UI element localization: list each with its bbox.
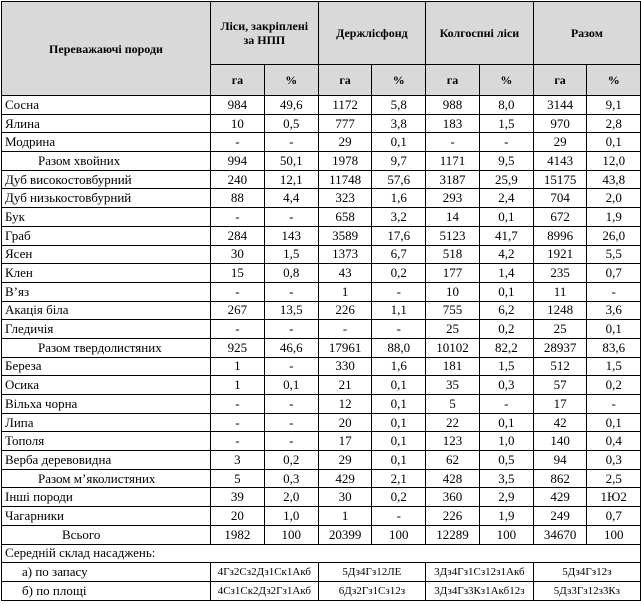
percent-cell: 0,7: [587, 264, 641, 283]
percent-cell: 2,1: [372, 469, 426, 488]
area-ha-cell: 14: [426, 208, 480, 227]
area-ha-cell: 57: [533, 376, 587, 395]
table-row: [2, 152, 641, 171]
percent-cell: 43,8: [587, 170, 641, 189]
percent-cell: 13,5: [264, 301, 318, 320]
species-name: Модрина: [2, 133, 211, 152]
percent-cell: -: [587, 282, 641, 301]
area-ha-cell: 1373: [318, 245, 372, 264]
area-ha-cell: 925: [210, 338, 264, 357]
percent-cell: 0,7: [587, 507, 641, 526]
area-ha-cell: 34670: [533, 525, 587, 544]
percent-cell: 100: [372, 525, 426, 544]
header-unit-pct: %: [372, 65, 426, 96]
area-ha-cell: 777: [318, 114, 372, 133]
percent-cell: -: [479, 133, 533, 152]
area-ha-cell: 1982: [210, 525, 264, 544]
area-ha-cell: -: [426, 133, 480, 152]
table-body: [2, 96, 641, 545]
area-ha-cell: 429: [533, 488, 587, 507]
percent-cell: 0,2: [372, 264, 426, 283]
table-row: [2, 301, 641, 320]
header-total: Разом: [533, 2, 640, 65]
area-ha-cell: 17: [318, 432, 372, 451]
percent-cell: 1,9: [587, 208, 641, 227]
area-ha-cell: 360: [426, 488, 480, 507]
area-ha-cell: 62: [426, 451, 480, 470]
area-ha-cell: 249: [533, 507, 587, 526]
area-ha-cell: 267: [210, 301, 264, 320]
area-ha-cell: 39: [210, 488, 264, 507]
percent-cell: 100: [479, 525, 533, 544]
area-ha-cell: 1: [318, 282, 372, 301]
percent-cell: 1,5: [264, 245, 318, 264]
percent-cell: 1Ю2: [587, 488, 641, 507]
percent-cell: 2,9: [479, 488, 533, 507]
percent-cell: 2,4: [479, 189, 533, 208]
percent-cell: 0,3: [587, 451, 641, 470]
percent-cell: 1,1: [372, 301, 426, 320]
area-ha-cell: 11: [533, 282, 587, 301]
percent-cell: 0,1: [587, 413, 641, 432]
area-ha-cell: 8996: [533, 226, 587, 245]
header-collective-farm-forests: Колгоспні ліси: [426, 2, 534, 65]
area-ha-cell: 123: [426, 432, 480, 451]
percent-cell: 9,5: [479, 152, 533, 171]
area-ha-cell: 658: [318, 208, 372, 227]
table-row: [2, 507, 641, 526]
percent-cell: -: [479, 395, 533, 414]
percent-cell: -: [264, 208, 318, 227]
percent-cell: -: [264, 282, 318, 301]
header-unit-ha: га: [210, 65, 264, 96]
area-ha-cell: 15: [210, 264, 264, 283]
percent-cell: 0,1: [479, 413, 533, 432]
area-ha-cell: -: [210, 395, 264, 414]
percent-cell: 0,5: [264, 114, 318, 133]
area-ha-cell: 1172: [318, 96, 372, 115]
percent-cell: 6,7: [372, 245, 426, 264]
area-ha-cell: 30: [210, 245, 264, 264]
species-name: Граб: [2, 226, 211, 245]
percent-cell: 25,9: [479, 170, 533, 189]
percent-cell: 2,0: [264, 488, 318, 507]
percent-cell: 0,1: [587, 133, 641, 152]
area-ha-cell: 43: [318, 264, 372, 283]
percent-cell: 3,2: [372, 208, 426, 227]
percent-cell: 82,2: [479, 338, 533, 357]
composition-formula: 5Дз4Гз12ЛЕ: [318, 563, 425, 582]
subtotal-label: Разом м’яколистяних: [2, 469, 211, 488]
composition-section: [2, 544, 641, 600]
area-ha-cell: 240: [210, 170, 264, 189]
percent-cell: 6,2: [479, 301, 533, 320]
percent-cell: 88,0: [372, 338, 426, 357]
species-name: Дуб високостовбурний: [2, 170, 211, 189]
table-row: [2, 96, 641, 115]
area-ha-cell: 20: [318, 413, 372, 432]
table-row: [2, 451, 641, 470]
area-ha-cell: 988: [426, 96, 480, 115]
table-row: [2, 469, 641, 488]
species-name: Осика: [2, 376, 211, 395]
area-ha-cell: 11748: [318, 170, 372, 189]
header-npp-forests: Ліси, закріплені за НПП: [210, 2, 318, 65]
percent-cell: 0,8: [264, 264, 318, 283]
table-row: [2, 264, 641, 283]
area-ha-cell: 3: [210, 451, 264, 470]
composition-title-row: [2, 544, 641, 563]
area-ha-cell: 181: [426, 357, 480, 376]
percent-cell: 4,4: [264, 189, 318, 208]
area-ha-cell: 1: [210, 376, 264, 395]
species-name: Ясен: [2, 245, 211, 264]
table-row: [2, 208, 641, 227]
percent-cell: 143: [264, 226, 318, 245]
percent-cell: 3,5: [479, 469, 533, 488]
header-unit-pct: %: [264, 65, 318, 96]
area-ha-cell: 293: [426, 189, 480, 208]
area-ha-cell: 3187: [426, 170, 480, 189]
area-ha-cell: 428: [426, 469, 480, 488]
percent-cell: 0,1: [372, 376, 426, 395]
percent-cell: -: [372, 320, 426, 339]
area-ha-cell: 284: [210, 226, 264, 245]
header-unit-ha: га: [533, 65, 587, 96]
percent-cell: 83,6: [587, 338, 641, 357]
area-ha-cell: 10: [210, 114, 264, 133]
composition-row-by-area: [2, 581, 641, 600]
area-ha-cell: -: [210, 432, 264, 451]
area-ha-cell: 20399: [318, 525, 372, 544]
percent-cell: -: [264, 395, 318, 414]
area-ha-cell: 3589: [318, 226, 372, 245]
area-ha-cell: 12289: [426, 525, 480, 544]
area-ha-cell: 94: [533, 451, 587, 470]
percent-cell: 1,4: [479, 264, 533, 283]
percent-cell: 100: [587, 525, 641, 544]
table-row: [2, 226, 641, 245]
percent-cell: 1,0: [264, 507, 318, 526]
area-ha-cell: 330: [318, 357, 372, 376]
area-ha-cell: 862: [533, 469, 587, 488]
percent-cell: 0,1: [264, 376, 318, 395]
percent-cell: 0,1: [479, 282, 533, 301]
table-row: [2, 170, 641, 189]
table-row: [2, 357, 641, 376]
percent-cell: 1,6: [372, 189, 426, 208]
area-ha-cell: -: [210, 413, 264, 432]
composition-formula: 5Дз4Гз12з: [533, 563, 640, 582]
table-row: [2, 245, 641, 264]
area-ha-cell: 323: [318, 189, 372, 208]
area-ha-cell: -: [210, 320, 264, 339]
table-row: [2, 413, 641, 432]
subtotal-label: Всього: [2, 525, 211, 544]
percent-cell: -: [264, 357, 318, 376]
subtotal-label: Разом хвойних: [2, 152, 211, 171]
area-ha-cell: 512: [533, 357, 587, 376]
area-ha-cell: -: [318, 320, 372, 339]
subtotal-label: Разом твердолистяних: [2, 338, 211, 357]
area-ha-cell: 226: [318, 301, 372, 320]
table-row: [2, 525, 641, 544]
species-name: В’яз: [2, 282, 211, 301]
area-ha-cell: 1248: [533, 301, 587, 320]
header-species: Переважаючі породи: [2, 2, 211, 96]
area-ha-cell: 15175: [533, 170, 587, 189]
area-ha-cell: 3144: [533, 96, 587, 115]
percent-cell: 46,6: [264, 338, 318, 357]
composition-label: б) по площі: [2, 581, 211, 600]
area-ha-cell: 17: [533, 395, 587, 414]
species-name: Бук: [2, 208, 211, 227]
header-unit-pct: %: [479, 65, 533, 96]
percent-cell: 0,1: [372, 133, 426, 152]
area-ha-cell: 994: [210, 152, 264, 171]
percent-cell: 3,8: [372, 114, 426, 133]
area-ha-cell: 984: [210, 96, 264, 115]
percent-cell: 0,2: [372, 488, 426, 507]
percent-cell: -: [264, 432, 318, 451]
percent-cell: 0,1: [372, 451, 426, 470]
species-name: Акація біла: [2, 301, 211, 320]
area-ha-cell: 25: [426, 320, 480, 339]
percent-cell: 17,6: [372, 226, 426, 245]
table-row: [2, 488, 641, 507]
percent-cell: 0,1: [372, 413, 426, 432]
composition-formula: 3Дз4Гз1Сз12з1Акб: [426, 563, 534, 582]
percent-cell: 0,2: [587, 376, 641, 395]
percent-cell: 1,5: [479, 357, 533, 376]
percent-cell: 3,6: [587, 301, 641, 320]
composition-formula: 4Гз2Сз2Дз1Ск1Акб: [210, 563, 318, 582]
area-ha-cell: 1: [318, 507, 372, 526]
area-ha-cell: 28937: [533, 338, 587, 357]
percent-cell: 0,2: [264, 451, 318, 470]
percent-cell: 1,9: [479, 507, 533, 526]
area-ha-cell: 30: [318, 488, 372, 507]
area-ha-cell: 183: [426, 114, 480, 133]
area-ha-cell: 672: [533, 208, 587, 227]
percent-cell: 9,7: [372, 152, 426, 171]
area-ha-cell: 10: [426, 282, 480, 301]
percent-cell: 0,1: [587, 320, 641, 339]
area-ha-cell: 20: [210, 507, 264, 526]
area-ha-cell: 235: [533, 264, 587, 283]
area-ha-cell: 429: [318, 469, 372, 488]
percent-cell: 2,5: [587, 469, 641, 488]
table-row: [2, 432, 641, 451]
area-ha-cell: 140: [533, 432, 587, 451]
species-name: Береза: [2, 357, 211, 376]
table-row: [2, 133, 641, 152]
composition-formula: 4Сз1Ск2Дз2Гз1Акб: [210, 581, 318, 600]
species-name: Дуб низькостовбурний: [2, 189, 211, 208]
percent-cell: 49,6: [264, 96, 318, 115]
species-name: Липа: [2, 413, 211, 432]
composition-row-by-stock: [2, 563, 641, 582]
percent-cell: 26,0: [587, 226, 641, 245]
percent-cell: 4,2: [479, 245, 533, 264]
area-ha-cell: 226: [426, 507, 480, 526]
table-row: [2, 114, 641, 133]
percent-cell: 9,1: [587, 96, 641, 115]
species-name: Тополя: [2, 432, 211, 451]
percent-cell: -: [587, 395, 641, 414]
area-ha-cell: 12: [318, 395, 372, 414]
header-unit-pct: %: [587, 65, 641, 96]
area-ha-cell: 4143: [533, 152, 587, 171]
percent-cell: 12,0: [587, 152, 641, 171]
area-ha-cell: -: [210, 133, 264, 152]
percent-cell: 0,3: [264, 469, 318, 488]
percent-cell: -: [372, 507, 426, 526]
percent-cell: 1,5: [479, 114, 533, 133]
composition-formula: 3Дз4Гз3Кз1Акб12з: [426, 581, 534, 600]
area-ha-cell: 1921: [533, 245, 587, 264]
composition-formula: 6Дз2Гз1Сз12з: [318, 581, 425, 600]
area-ha-cell: 5: [210, 469, 264, 488]
area-ha-cell: -: [210, 282, 264, 301]
percent-cell: 0,4: [587, 432, 641, 451]
percent-cell: -: [264, 320, 318, 339]
header-state-forest-fund: Держлісфонд: [318, 2, 425, 65]
header-unit-ha: га: [318, 65, 372, 96]
area-ha-cell: -: [210, 208, 264, 227]
area-ha-cell: 10102: [426, 338, 480, 357]
percent-cell: 0,1: [372, 432, 426, 451]
percent-cell: 0,2: [479, 320, 533, 339]
percent-cell: 0,5: [479, 451, 533, 470]
percent-cell: 1,6: [372, 357, 426, 376]
area-ha-cell: 88: [210, 189, 264, 208]
percent-cell: 0,1: [372, 395, 426, 414]
area-ha-cell: 22: [426, 413, 480, 432]
species-name: Чагарники: [2, 507, 211, 526]
species-name: Сосна: [2, 96, 211, 115]
species-name: Верба деревовидна: [2, 451, 211, 470]
table-row: [2, 189, 641, 208]
table-row: [2, 320, 641, 339]
table-row: [2, 282, 641, 301]
area-ha-cell: 1978: [318, 152, 372, 171]
species-name: Вільха чорна: [2, 395, 211, 414]
species-name: Клен: [2, 264, 211, 283]
percent-cell: 50,1: [264, 152, 318, 171]
percent-cell: -: [264, 413, 318, 432]
percent-cell: 2,8: [587, 114, 641, 133]
percent-cell: 1,5: [587, 357, 641, 376]
area-ha-cell: 755: [426, 301, 480, 320]
area-ha-cell: 970: [533, 114, 587, 133]
header-unit-ha: га: [426, 65, 480, 96]
percent-cell: 5,8: [372, 96, 426, 115]
species-name: Гледичія: [2, 320, 211, 339]
area-ha-cell: 1: [210, 357, 264, 376]
area-ha-cell: 35: [426, 376, 480, 395]
table-row: [2, 376, 641, 395]
percent-cell: -: [372, 282, 426, 301]
area-ha-cell: 21: [318, 376, 372, 395]
forest-composition-table: [1, 1, 641, 601]
area-ha-cell: 29: [533, 133, 587, 152]
species-name: Ялина: [2, 114, 211, 133]
area-ha-cell: 25: [533, 320, 587, 339]
percent-cell: -: [264, 133, 318, 152]
area-ha-cell: 1171: [426, 152, 480, 171]
area-ha-cell: 518: [426, 245, 480, 264]
percent-cell: 12,1: [264, 170, 318, 189]
area-ha-cell: 42: [533, 413, 587, 432]
composition-label: а) по запасу: [2, 563, 211, 582]
species-name: Інші породи: [2, 488, 211, 507]
area-ha-cell: 29: [318, 133, 372, 152]
percent-cell: 57,6: [372, 170, 426, 189]
table-row: [2, 395, 641, 414]
percent-cell: 2,0: [587, 189, 641, 208]
table-row: [2, 338, 641, 357]
percent-cell: 0,1: [479, 208, 533, 227]
percent-cell: 0,3: [479, 376, 533, 395]
composition-title: Середній склад насаджень:: [2, 544, 641, 563]
area-ha-cell: 29: [318, 451, 372, 470]
composition-formula: 5Дз3Гз12з3Кз: [533, 581, 640, 600]
percent-cell: 100: [264, 525, 318, 544]
area-ha-cell: 5: [426, 395, 480, 414]
percent-cell: 5,5: [587, 245, 641, 264]
area-ha-cell: 5123: [426, 226, 480, 245]
area-ha-cell: 17961: [318, 338, 372, 357]
percent-cell: 8,0: [479, 96, 533, 115]
area-ha-cell: 704: [533, 189, 587, 208]
percent-cell: 41,7: [479, 226, 533, 245]
area-ha-cell: 177: [426, 264, 480, 283]
percent-cell: 1,0: [479, 432, 533, 451]
